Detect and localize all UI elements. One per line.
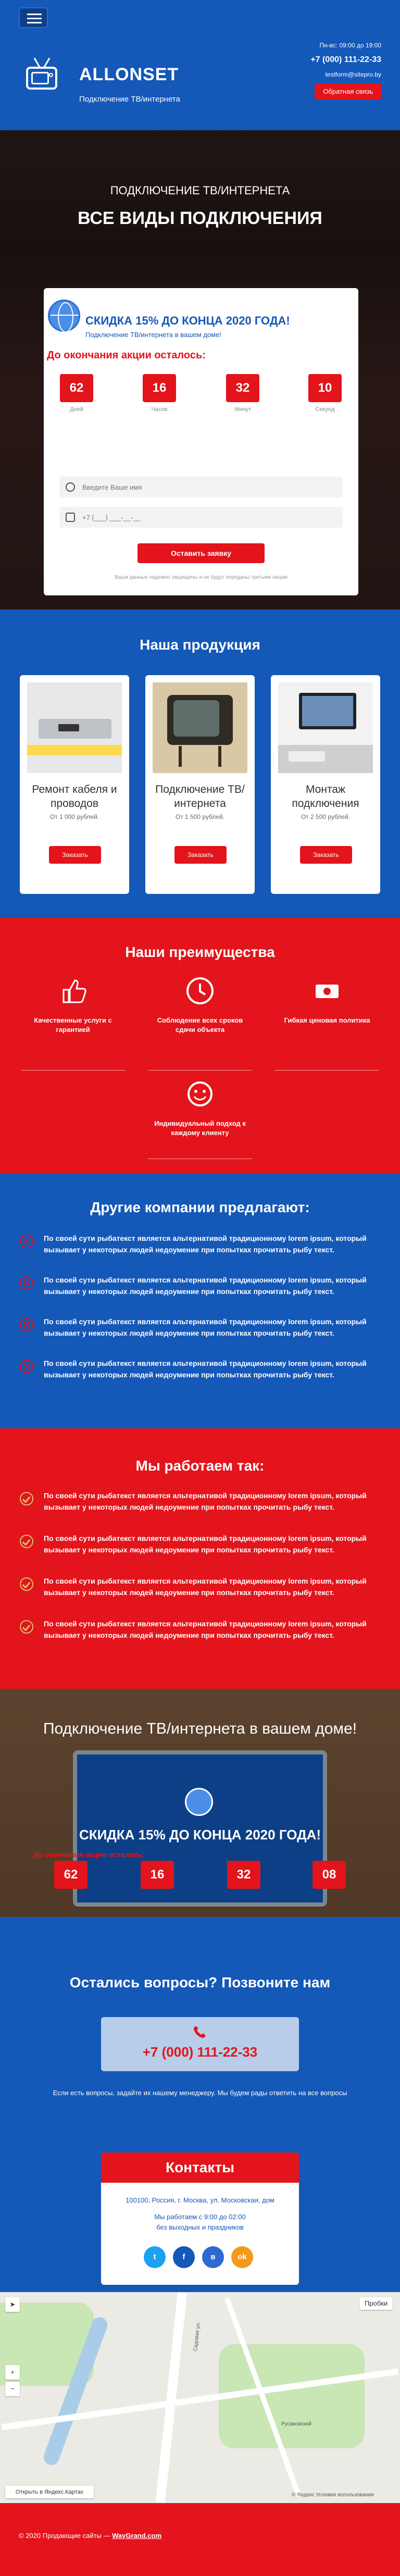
list-item-text: По своей сути рыбатекст является альтернативой традиционному lorem ipsum, который вызывает у некоторых людей недоумение при попытках прочитать рыбу текст. bbox=[44, 1534, 367, 1554]
timer-label: Часов bbox=[151, 406, 168, 413]
geolocation-button[interactable]: ➤ bbox=[5, 2297, 20, 2312]
timer-cell bbox=[308, 1861, 350, 1889]
timer-cell bbox=[136, 1861, 178, 1889]
contacts-title: Контакты bbox=[101, 2152, 299, 2183]
timer-seconds: 10 bbox=[308, 374, 342, 402]
product-card bbox=[271, 675, 380, 894]
timer-minutes: 32 bbox=[227, 1861, 260, 1889]
product-price: От 2 500 рублей. bbox=[301, 813, 351, 820]
check-icon bbox=[20, 1620, 33, 1634]
header bbox=[0, 0, 400, 130]
promo-title: СКИДКА 15% ДО КОНЦА 2020 ГОДА! bbox=[85, 314, 290, 327]
cross-icon bbox=[20, 1276, 33, 1290]
cross-icon bbox=[20, 1235, 33, 1248]
header-email-link[interactable]: testform@siteprо.by bbox=[325, 71, 381, 78]
timer-cell bbox=[139, 374, 180, 413]
timer-cell bbox=[56, 374, 97, 413]
tv-product-image bbox=[153, 682, 247, 773]
product-price: От 1 500 рублей. bbox=[175, 813, 225, 820]
advantage-item bbox=[275, 975, 379, 1025]
order-button[interactable]: Заказать bbox=[300, 846, 352, 864]
social-links bbox=[101, 2246, 299, 2269]
facebook-icon[interactable]: f bbox=[173, 2246, 195, 2268]
timer-days: 62 bbox=[60, 374, 93, 402]
brand-tagline: Подключение ТВ/интернета bbox=[79, 95, 180, 104]
globe-icon bbox=[48, 300, 80, 332]
hero-section bbox=[0, 130, 400, 609]
footer-link[interactable]: WayGrand.com bbox=[112, 2532, 162, 2540]
timer-label: Дней bbox=[70, 406, 83, 413]
order-button[interactable]: Заказать bbox=[49, 846, 101, 864]
advantage-text: Индивидуальный подход к каждому клиенту bbox=[154, 1119, 246, 1137]
questions-title: Остались вопросы? Позвоните нам bbox=[69, 1974, 331, 1990]
divider bbox=[148, 1070, 252, 1071]
countdown-timer bbox=[0, 1861, 400, 1902]
questions-note: Если есть вопросы, задайте их нашему менеджеру. Мы будем рады ответить на все вопросы bbox=[53, 2089, 347, 2097]
privacy-note: Ваши данные надежно защищены и не будут переданы третьим лицам bbox=[115, 575, 288, 580]
map-street-label: Садовая ул. bbox=[192, 2321, 202, 2352]
how-we-work-section bbox=[0, 1428, 400, 1689]
products-title: Наша продукция bbox=[140, 637, 260, 653]
cable-product-image bbox=[27, 682, 122, 773]
how-we-work-title: Мы работаем так: bbox=[135, 1458, 265, 1474]
thumbs-up-icon bbox=[57, 975, 89, 1006]
advantage-text: Гибкая ценовая политика bbox=[284, 1016, 370, 1024]
menu-burger-button[interactable] bbox=[19, 7, 48, 28]
list-item-text: По своей сути рыбатекст является альтернативой традиционному lorem ipsum, который вызывает у некоторых людей недоумение при попытках прочитать рыбу текст. bbox=[44, 1359, 367, 1379]
user-icon bbox=[66, 482, 75, 492]
promo-banner bbox=[0, 1689, 400, 1917]
phone-input[interactable] bbox=[82, 507, 332, 528]
phone-icon bbox=[66, 513, 75, 522]
divider bbox=[275, 1070, 379, 1071]
yandex-map[interactable] bbox=[0, 2292, 400, 2503]
twitter-icon[interactable]: t bbox=[144, 2246, 166, 2268]
brand-name: ALLONSET bbox=[79, 65, 179, 84]
check-icon bbox=[20, 1492, 33, 1505]
zoom-out-button[interactable]: − bbox=[5, 2382, 20, 2396]
map-park-label: Русаковский bbox=[281, 2421, 311, 2427]
countdown-heading: До окончания акции осталось: bbox=[33, 1850, 145, 1859]
check-icon bbox=[20, 1577, 33, 1591]
timer-cell bbox=[304, 374, 346, 413]
timer-label: Минут bbox=[234, 406, 251, 413]
name-input[interactable] bbox=[82, 477, 332, 497]
others-section bbox=[0, 1173, 400, 1428]
money-icon bbox=[311, 975, 343, 1006]
call-box[interactable] bbox=[101, 2017, 299, 2071]
submit-request-button[interactable]: Оставить заявку bbox=[138, 543, 265, 563]
questions-section bbox=[0, 1917, 400, 2125]
traffic-button[interactable]: Пробки bbox=[359, 2297, 393, 2310]
timer-cell bbox=[50, 1861, 92, 1889]
cross-icon bbox=[20, 1318, 33, 1331]
others-title: Другие компании предлагают: bbox=[90, 1199, 310, 1215]
product-price: От 1 000 рублей. bbox=[49, 813, 99, 820]
check-icon bbox=[20, 1535, 33, 1548]
advantage-text: Соблюдение всех сроков сдачи объекта bbox=[157, 1016, 243, 1034]
promo-subtitle: Подключение ТВ/интернета в вашем доме! bbox=[85, 331, 221, 339]
vk-icon[interactable]: в bbox=[202, 2246, 224, 2268]
list-item-text: По своей сути рыбатекст является альтернативой традиционному lorem ipsum, который вызывает у некоторых людей недоумение при попытках прочитать рыбу текст. bbox=[44, 1276, 367, 1296]
advantages-title: Наши преимущества bbox=[125, 944, 275, 960]
phone-icon bbox=[193, 2024, 207, 2039]
footer-text bbox=[19, 2532, 161, 2540]
product-name: Подключение ТВ/интернета bbox=[155, 783, 245, 810]
timer-hours: 16 bbox=[141, 1861, 174, 1889]
timer-cell bbox=[222, 374, 264, 413]
contacts-card bbox=[101, 2152, 299, 2285]
promo-banner-heading: Подключение ТВ/интернета в вашем доме! bbox=[43, 1720, 357, 1737]
smile-icon bbox=[184, 1078, 216, 1110]
address: 100100, Россия, г. Москва, ул. Московская, дом bbox=[126, 2196, 274, 2204]
footer bbox=[0, 2503, 400, 2576]
callback-button[interactable]: Обратная связь bbox=[315, 83, 381, 99]
burger-line bbox=[27, 14, 42, 15]
advantage-item bbox=[21, 975, 125, 1035]
phone-field[interactable] bbox=[59, 507, 343, 528]
call-phone-link[interactable]: +7 (000) 111-22-33 bbox=[142, 2044, 258, 2060]
map-road bbox=[156, 2292, 187, 2503]
name-field[interactable] bbox=[59, 477, 343, 497]
advantage-text: Качественные услуги с гарантией bbox=[34, 1016, 112, 1034]
timer-label: Секунд bbox=[315, 406, 335, 413]
list-item-text: По своей сути рыбатекст является альтернативой традиционному lorem ipsum, который вызывает у некоторых людей недоумение при попытках прочитать рыбу текст. bbox=[44, 1317, 367, 1337]
product-card bbox=[20, 675, 129, 894]
open-in-yandex-link[interactable]: Открыть в Яндекс.Картах bbox=[5, 2486, 94, 2498]
products-section bbox=[0, 609, 400, 918]
working-hours: Пн-вс: 09:00 до 19:00 bbox=[319, 42, 381, 49]
tv-logo-icon bbox=[26, 67, 57, 90]
product-name: Ремонт кабеля и проводов bbox=[32, 783, 117, 810]
timer-hours: 16 bbox=[143, 374, 176, 402]
hero-subtitle: ПОДКЛЮЧЕНИЕ ТВ/ИНТЕРНЕТА bbox=[110, 184, 290, 197]
clock-icon bbox=[184, 975, 216, 1006]
lead-form bbox=[44, 477, 358, 594]
product-card bbox=[145, 675, 255, 894]
list-item-text: По своей сути рыбатекст является альтернативой традиционному lorem ipsum, который вызывает у некоторых людей недоумение при попытках прочитать рыбу текст. bbox=[44, 1620, 367, 1639]
advantages-section bbox=[0, 918, 400, 1173]
map-copyright[interactable]: © Яндекс Условия использования bbox=[292, 2492, 374, 2498]
header-phone-link[interactable]: +7 (000) 111-22-33 bbox=[310, 55, 381, 64]
timer-days: 62 bbox=[54, 1861, 88, 1889]
promo-banner-title: СКИДКА 15% ДО КОНЦА 2020 ГОДА! bbox=[79, 1827, 321, 1843]
contacts-section bbox=[0, 2125, 400, 2292]
countdown-heading: До окончания акции осталось: bbox=[47, 350, 206, 361]
cross-icon bbox=[20, 1360, 33, 1373]
countdown-timer bbox=[44, 374, 358, 416]
list-item-text: По своей сути рыбатекст является альтернативой традиционному lorem ipsum, который вызывает у некоторых людей недоумение при попытках прочитать рыбу текст. bbox=[44, 1491, 367, 1511]
workspace-product-image bbox=[278, 682, 373, 773]
working-hours: Мы работаем с 9:00 до 02:00 bbox=[154, 2213, 246, 2221]
burger-line bbox=[27, 22, 42, 23]
product-name: Монтаж подключения bbox=[292, 783, 359, 810]
promo-form-card bbox=[44, 288, 358, 595]
hero-title: ВСЕ ВИДЫ ПОДКЛЮЧЕНИЯ bbox=[78, 208, 322, 228]
timer-minutes: 32 bbox=[226, 374, 259, 402]
footer-copyright: © 2020 Продающие сайты — bbox=[19, 2532, 110, 2540]
advantage-item bbox=[148, 1078, 252, 1138]
list-item-text: По своей сути рыбатекст является альтернативой традиционному lorem ipsum, который вызывает у некоторых людей недоумение при попытках прочитать рыбу текст. bbox=[44, 1577, 367, 1597]
timer-cell bbox=[223, 1861, 265, 1889]
divider bbox=[21, 1070, 125, 1071]
odnoklassniki-icon[interactable]: ok bbox=[231, 2246, 253, 2268]
burger-line bbox=[27, 18, 42, 19]
order-button[interactable]: Заказать bbox=[174, 846, 227, 864]
header-contacts bbox=[256, 42, 381, 99]
globe-icon bbox=[185, 1788, 213, 1816]
zoom-in-button[interactable]: + bbox=[5, 2365, 20, 2380]
advantage-item bbox=[148, 975, 252, 1035]
list-item-text: По своей сути рыбатекст является альтернативой традиционному lorem ipsum, который вызывает у некоторых людей недоумение при попытках прочитать рыбу текст. bbox=[44, 1234, 367, 1254]
working-days: без выходных и праздников bbox=[156, 2223, 244, 2231]
timer-seconds: 08 bbox=[312, 1861, 346, 1889]
